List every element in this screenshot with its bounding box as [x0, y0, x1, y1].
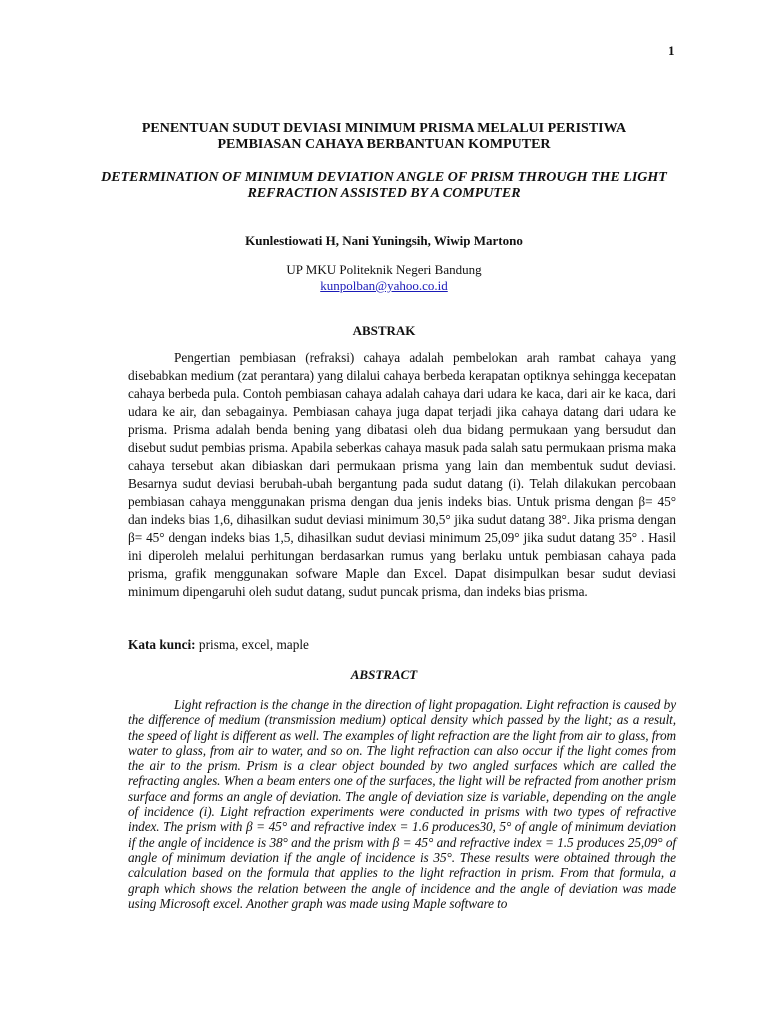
author-email-link[interactable]: kunpolban@yahoo.co.id [320, 278, 448, 293]
affiliation: UP MKU Politeknik Negeri Bandung [286, 262, 482, 277]
abstrak-heading: ABSTRAK [352, 323, 416, 338]
abstrak-body: Pengertian pembiasan (refraksi) cahaya adalah pembelokan arah rambat cahaya yang disebabkan medium (zat perantara) yang dilalui cahaya berbeda kerapatan optiknya sehingga kecepatan cahaya berbeda pula. Contoh pembiasan cahaya adalah cahaya dari udara ke kaca, dari air ke kaca, dari udara ke air, dan sebagainya. Pembiasan cahaya juga dapat terjadi jika cahaya datang dari udara ke prisma. Prisma adalah benda bening yang dibatasi oleh dua bidang permukaan yang bersudut dan disebut sudut pembias prisma. Apabila seberkas cahaya masuk pada salah satu permukaan prisma maka cahaya tersebut akan dibiaskan dari permukaan prisma yang lain dan membentuk sudut deviasi. Besarnya sudut deviasi berubah-ubah bergantung pada sudut datang (i). Telah dilakukan percobaan pembiasan cahaya menggunakan prisma dengan dua jenis indeks bias. Untuk prisma dengan β= 45° dan indeks bias 1,6, dihasilkan sudut deviasi minimum 30,5° jika sudut datang 38°. Jika prisma dengan β= 45° dengan indeks bias 1,5, dihasilkan sudut deviasi minimum 25,09° jika sudut datang 35° . Hasil ini diperoleh melalui perhitungan berdasarkan rumus yang berlaku untuk pembiasan cahaya pada prisma, grafik menggunakan sofware Maple dan Excel. Dapat disimpulkan besar sudut deviasi minimum dipengaruhi oleh sudut datang, sudut puncak prisma, dan indeks bias prisma. [128, 350, 676, 599]
keywords-value: prisma, excel, maple [195, 637, 309, 652]
abstract-body: Light refraction is the change in the direction of light propagation. Light refraction is caused by the difference of medium (transmission medium) optical density which passed by the light; as a result, the speed of light is different as well. The examples of light refraction are the light from air to glass, from water to glass, from air to water, and so on. The light refraction can also occur if the light comes from the air to the prism. Prism is a clear object bounded by two angled surfaces which are called the refracting angles. When a beam enters one of the surfaces, the light will be refracted from another prism surface and forms an angle of deviation. The angle of deviation size is variable, depending on the angle of incidence (i). Light refraction experiments were conducted in prisms with two types of refractive index. The prism with β = 45° and refractive index = 1.6 produces30, 5° of angle of minimum deviation if the angle of incidence is 38° and the prism with β = 45° and refractive index = 1.5 produces 25,09° of angle of minimum deviation if the angle of incidence is 35°. These results were obtained through the calculation based on the formula that applies to the light refraction in prism. From that formula, a graph which shows the relation between the angle of incidence and the angle of deviation was made using Microsoft excel. Another graph was made using Maple software to [128, 697, 676, 911]
author-list: Kunlestiowati H, Nani Yuningsih, Wiwip Martono [245, 233, 523, 248]
keywords-label: Kata kunci: [128, 637, 196, 652]
abstract-heading: ABSTRACT [350, 667, 418, 682]
title-indonesian: PENENTUAN SUDUT DEVIASI MINIMUM PRISMA MELALUI PERISTIWA PEMBIASAN CAHAYA BERBANTUAN KOMPUTER [141, 121, 627, 152]
affiliation-block [100, 262, 668, 294]
page-number: 1 [668, 43, 675, 58]
title-english: DETERMINATION OF MINIMUM DEVIATION ANGLE OF PRISM THROUGH THE LIGHT REFRACTION ASSISTED BY A COMPUTER [101, 170, 667, 201]
keywords [128, 637, 676, 653]
